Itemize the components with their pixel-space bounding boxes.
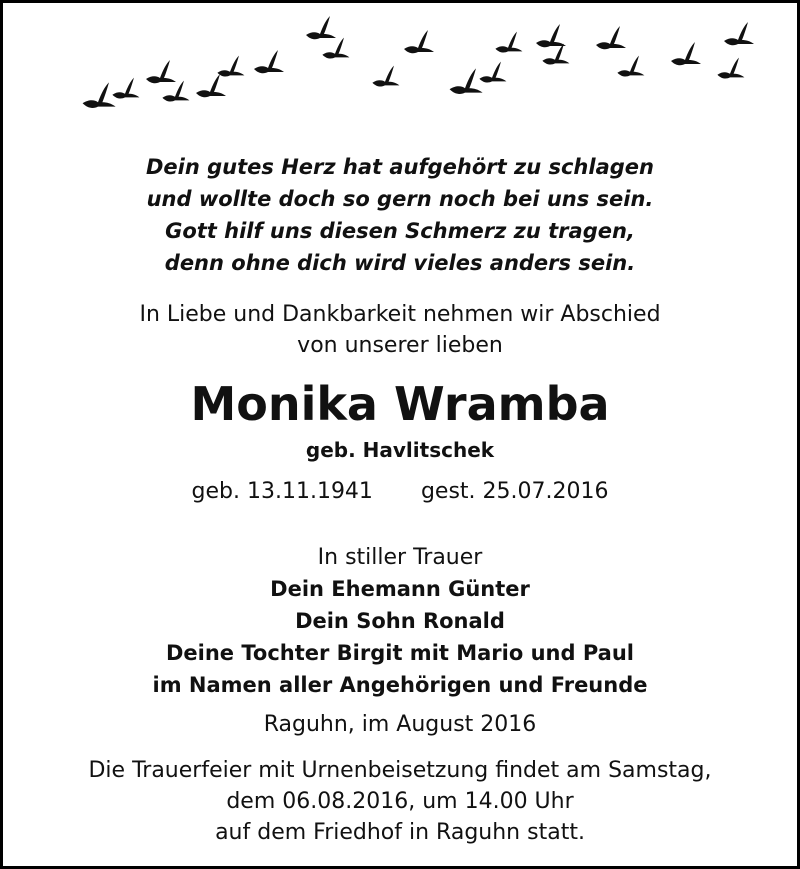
bird-icon <box>162 81 189 102</box>
bird-icon <box>254 50 284 73</box>
poem-line: Dein gutes Herz hat aufgehört zu schlagen <box>146 155 654 179</box>
bird-icon <box>479 62 506 83</box>
mourner-line: Dein Sohn Ronald <box>295 609 505 633</box>
bird-icon <box>717 58 744 79</box>
bird-icon <box>671 42 701 65</box>
flying-birds-illustration <box>0 0 800 140</box>
bird-icon <box>146 60 176 83</box>
bird-icon <box>83 82 116 108</box>
bird-icon <box>404 30 434 53</box>
place-date: Raguhn, im August 2016 <box>263 712 537 737</box>
bird-icon <box>196 74 226 97</box>
poem-line: und wollte doch so gern noch bei uns sein. <box>146 187 654 211</box>
bird-icon <box>724 22 754 45</box>
poem-line: denn ohne dich wird vieles anders sein. <box>164 251 636 275</box>
mourner-line: Dein Ehemann Günter <box>270 577 530 601</box>
poem-line: Gott hilf uns diesen Schmerz zu tragen, <box>165 219 635 243</box>
bird-icon <box>217 56 244 77</box>
bird-icon <box>372 66 399 87</box>
bird-icon <box>536 24 566 47</box>
mourning-heading: In stiller Trauer <box>317 545 483 570</box>
bird-icon <box>495 32 522 53</box>
mourner-line: Deine Tochter Birgit mit Mario und Paul <box>165 641 634 665</box>
maiden-name: geb. Havlitschek <box>305 438 495 462</box>
intro-line: In Liebe und Dankbarkeit nehmen wir Abschied <box>139 302 661 327</box>
ceremony-line: Die Trauerfeier mit Urnenbeisetzung findet am Samstag, <box>88 758 712 783</box>
bird-icon <box>596 26 626 49</box>
life-dates <box>0 477 800 507</box>
bird-icon <box>112 78 139 99</box>
intro-line: von unserer lieben <box>297 333 503 358</box>
bird-icon <box>617 56 644 77</box>
ceremony-line: auf dem Friedhof in Raguhn statt. <box>215 820 585 845</box>
ceremony-line: dem 06.08.2016, um 14.00 Uhr <box>226 789 574 814</box>
deceased-name: Monika Wramba <box>190 377 610 431</box>
death-date: gest. 25.07.2016 <box>420 479 609 504</box>
birth-date: geb. 13.11.1941 <box>191 479 373 504</box>
bird-icon <box>322 38 349 59</box>
mourner-line: im Namen aller Angehörigen und Freunde <box>152 673 648 697</box>
bird-icon <box>450 68 483 94</box>
bird-icon <box>306 16 336 39</box>
